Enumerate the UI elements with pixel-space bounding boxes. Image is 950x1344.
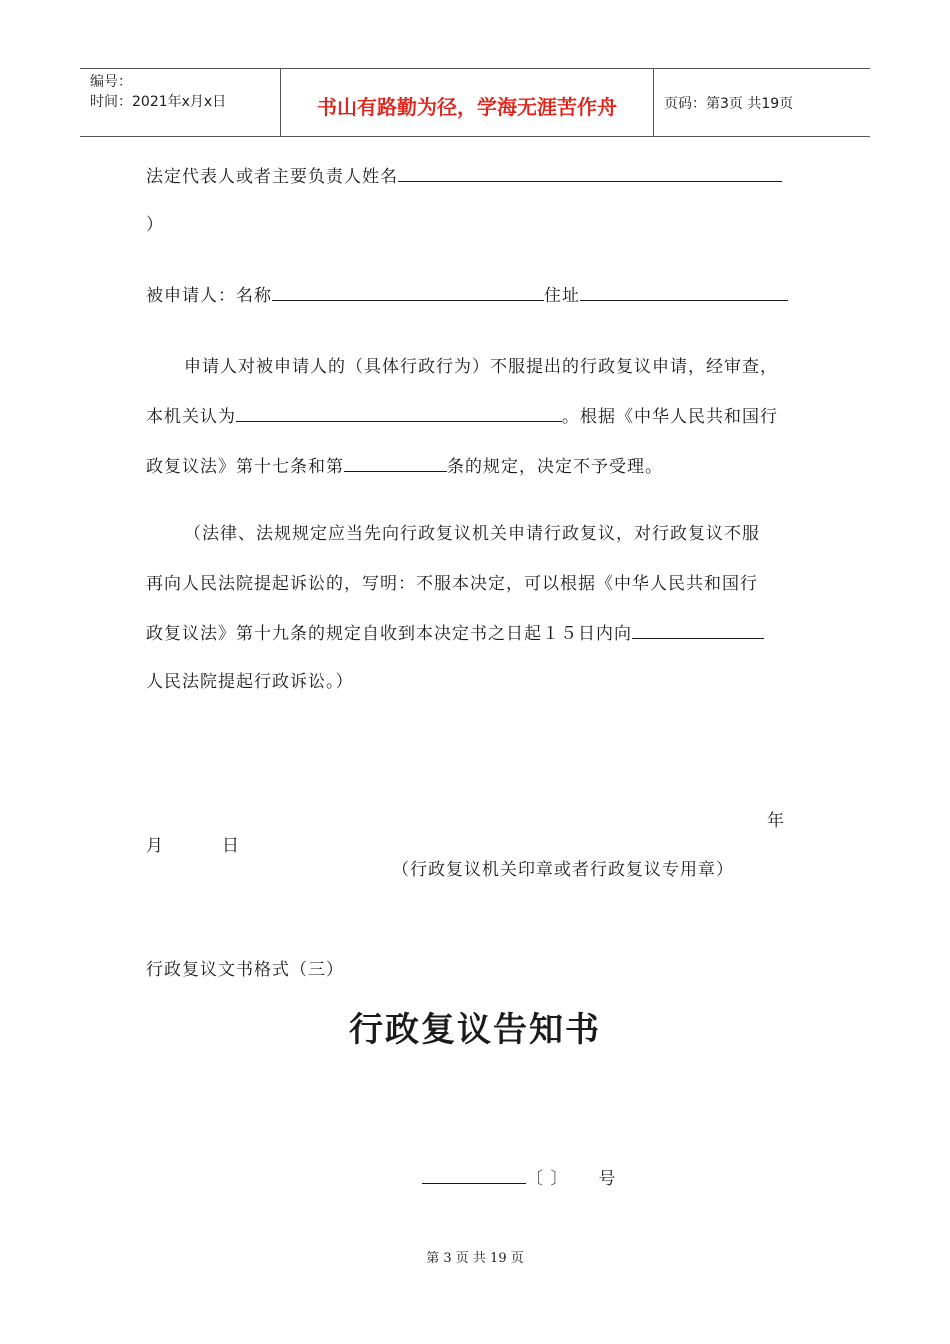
motto-text: 书山有路勤为径，学海无涯苦作舟 xyxy=(317,95,617,119)
header-page-info: 页码：第3页 共19页 xyxy=(664,96,794,112)
blank-underline xyxy=(272,284,544,301)
date-year: 年 xyxy=(767,811,785,831)
date-month: 月 xyxy=(146,836,164,856)
document-title: 行政复议告知书 xyxy=(349,1010,601,1050)
legal-rep-line xyxy=(146,162,782,187)
para1-line3: 政复议法》第十七条和第 条的规定，决定不予受理。 xyxy=(146,457,663,477)
document-header xyxy=(80,68,870,137)
blank-underline xyxy=(632,622,764,639)
para1-line2: 本机关认为 。根据《中华人民共和国行 xyxy=(146,407,778,427)
close-paren: ） xyxy=(146,215,164,235)
footer-page-number: 第 3 页 共 19 页 xyxy=(426,1251,524,1266)
hao-label: 号 xyxy=(598,1169,617,1189)
number-bracket: 〔 〕 xyxy=(526,1169,569,1189)
doc-number-label: 编号： xyxy=(90,74,132,90)
para2-line2: 再向人民法院提起诉讼的，写明：不服本决定，可以根据《中华人民共和国行 xyxy=(146,574,758,594)
para2-line3: 政复议法》第十九条的规定自收到本决定书之日起１５日内向 xyxy=(146,619,764,644)
header-motto-cell xyxy=(281,69,654,136)
doc-number-line xyxy=(422,1164,616,1189)
blank-underline xyxy=(580,284,788,301)
blank-underline xyxy=(344,455,447,472)
address-label: 住址 xyxy=(544,286,580,306)
header-info-cell xyxy=(80,69,281,136)
blank-underline xyxy=(422,1167,526,1184)
blank-underline xyxy=(398,165,782,182)
doc-time-label: 时间：2021年x月x日 xyxy=(90,94,227,110)
para1-line1: 申请人对被申请人的（具体行政行为）不服提出的行政复议申请，经审查， xyxy=(184,357,778,377)
seal-note: （行政复议机关印章或者行政复议专用章） xyxy=(392,860,734,880)
date-day: 日 xyxy=(222,836,240,856)
respondent-label: 被申请人：名称 xyxy=(146,286,272,306)
para2-line1: （法律、法规规定应当先向行政复议机关申请行政复议，对行政复议不服 xyxy=(184,524,760,544)
header-page-cell xyxy=(654,69,870,136)
blank-underline xyxy=(236,405,562,422)
para2-line4: 人民法院提起行政诉讼。） xyxy=(146,672,354,692)
legal-rep-label: 法定代表人或者主要负责人姓名 xyxy=(146,167,398,187)
respondent-line xyxy=(146,281,788,306)
format-label: 行政复议文书格式（三） xyxy=(146,960,344,980)
